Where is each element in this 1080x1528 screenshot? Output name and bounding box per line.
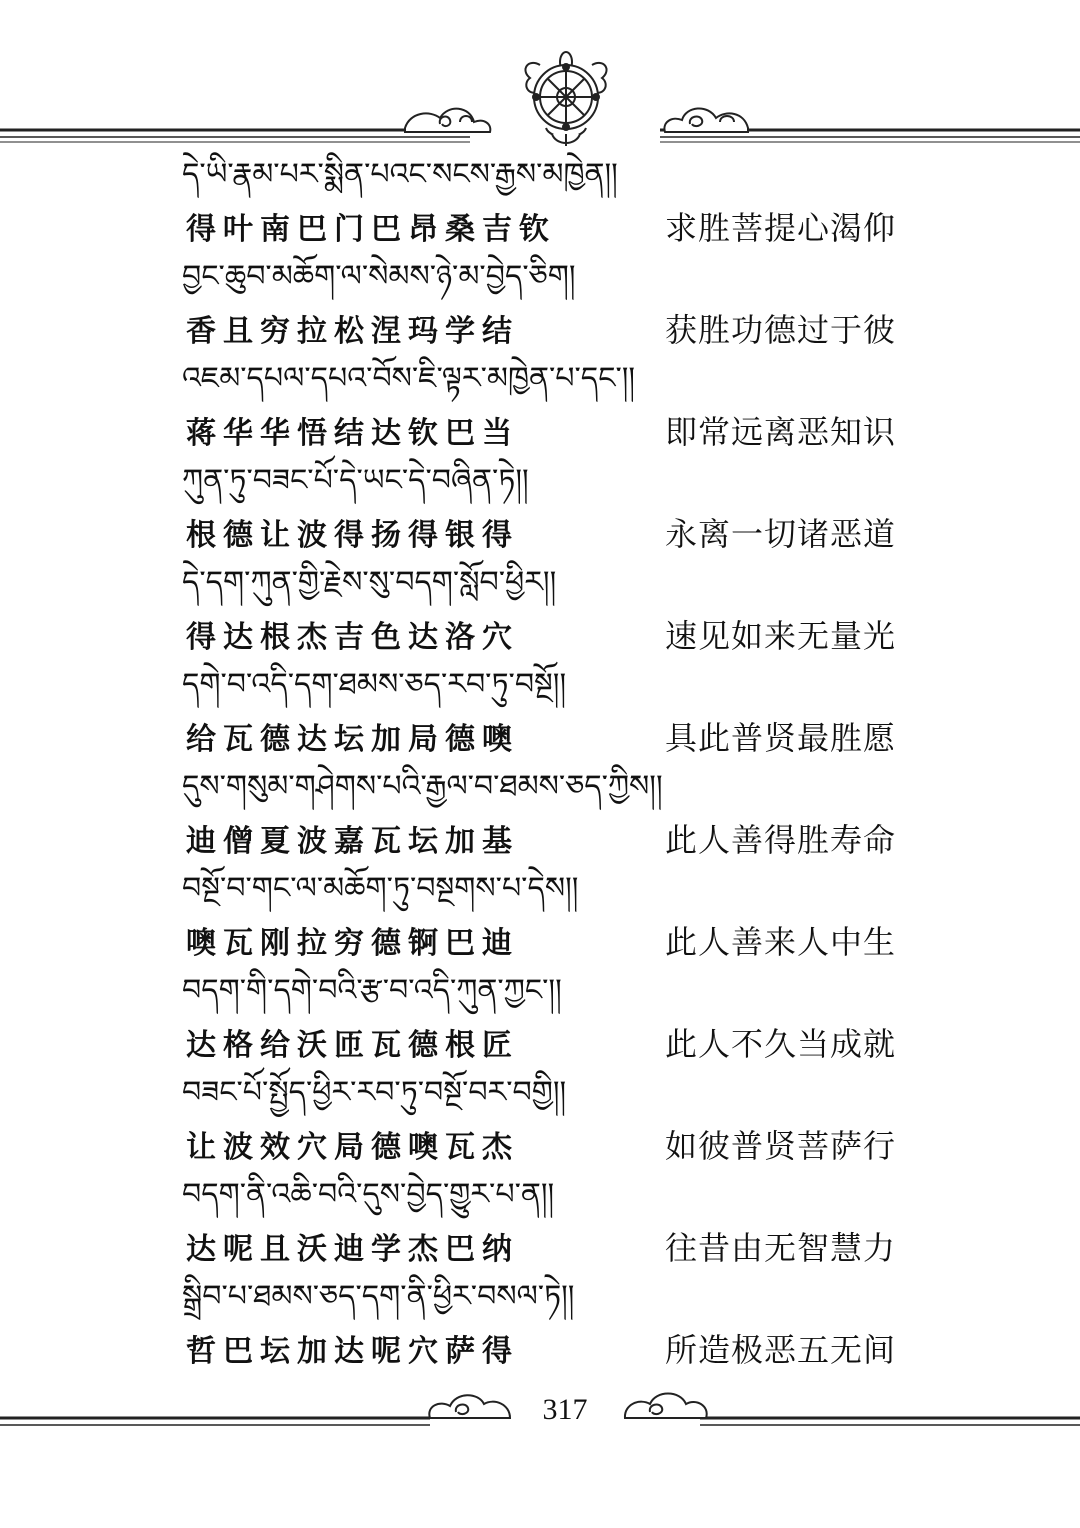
transliteration-text: 得叶南巴门巴昂桑吉钦 [186, 212, 556, 247]
tibetan-line: དགེ་བ་འདི་དག་ཐམས་ཅད་རབ་ཏུ་བསྔོ།། [182, 667, 567, 702]
transliteration-row [178, 1322, 918, 1374]
transliteration-text: 香且穷拉松涅玛学结 [186, 314, 519, 349]
cloud-scroll-icon [429, 1395, 510, 1418]
tibetan-line: སྒྲིབ་པ་ཐམས་ཅད་དག་ནི་ཕྱིར་བསལ་ཏེ།། [182, 1279, 575, 1314]
tibetan-line: བདག་གི་དགེ་བའི་རྩ་བ་འདི་ཀུན་ཀྱང་།། [182, 973, 562, 1008]
chinese-meaning-text: 此人不久当成就 [664, 1026, 896, 1062]
tibetan-line: ཀུན་ཏུ་བཟང་པོ་དེ་ཡང་དེ་བཞིན་ཏེ།། [182, 463, 529, 498]
tibetan-line: དུས་གསུམ་གཤེགས་པའི་རྒྱལ་བ་ཐམས་ཅད་ཀྱིས།། [182, 769, 663, 804]
chinese-meaning-text: 即常远离恶知识 [664, 414, 896, 450]
transliteration-text: 达格给沃匝瓦德根匠 [186, 1028, 519, 1063]
verse-block [178, 762, 918, 864]
transliteration-text: 噢瓦刚拉穷德锕巴迪 [186, 926, 519, 961]
page-number: 317 [515, 1390, 615, 1430]
cloud-scroll-icon [625, 1394, 707, 1419]
transliteration-row [178, 710, 918, 762]
transliteration-text: 哲巴坛加达呢穴萨得 [186, 1334, 519, 1369]
verse-block [178, 456, 918, 558]
dharma-wheel-icon [525, 52, 606, 146]
verse-block [178, 558, 918, 660]
transliteration-row [178, 200, 918, 252]
chinese-meaning-text: 速见如来无量光 [664, 618, 896, 654]
transliteration-row [178, 506, 918, 558]
cloud-scroll-icon [664, 108, 748, 132]
transliteration-row [178, 1118, 918, 1170]
transliteration-row [178, 914, 918, 966]
transliteration-text: 蒋华华悟结达钦巴当 [186, 416, 519, 451]
verse-list [178, 150, 918, 1374]
tibetan-line: བདག་ནི་འཆི་བའི་དུས་བྱེད་གྱུར་པ་ན།། [182, 1177, 555, 1212]
transliteration-row [178, 404, 918, 456]
chinese-meaning-text: 所造极恶五无间 [664, 1332, 896, 1368]
tibetan-line: བསྔོ་བ་གང་ལ་མཆོག་ཏུ་བསྔགས་པ་དེས།། [182, 871, 579, 906]
tibetan-line: འཇམ་དཔལ་དཔའ་བོས་ཇི་ལྟར་མཁྱེན་པ་དང་།། [182, 361, 636, 396]
verse-block [178, 252, 918, 354]
chinese-meaning-text: 具此普贤最胜愿 [664, 720, 896, 756]
cloud-scroll-icon [405, 109, 490, 132]
transliteration-text: 达呢且沃迪学杰巴纳 [186, 1232, 519, 1267]
transliteration-text: 让波效穴局德噢瓦杰 [186, 1130, 519, 1165]
transliteration-text: 迪僧夏波嘉瓦坛加基 [186, 824, 519, 859]
transliteration-row [178, 608, 918, 660]
chinese-meaning-text: 获胜功德过于彼 [664, 312, 896, 348]
verse-block [178, 1272, 918, 1374]
chinese-meaning-text: 永离一切诸恶道 [664, 516, 896, 552]
chinese-meaning-text: 此人善得胜寿命 [664, 822, 896, 858]
verse-block [178, 150, 918, 252]
tibetan-line: བྱང་ཆུབ་མཆོག་ལ་སེམས་ཉེ་མ་བྱེད་ཅིག། [182, 259, 576, 294]
transliteration-row [178, 1220, 918, 1272]
tibetan-line: དེ་ཡི་རྣམ་པར་སྨིན་པའང་སངས་རྒྱས་མཁྱེན།། [182, 157, 618, 192]
chinese-meaning-text: 此人善来人中生 [664, 924, 896, 960]
verse-block [178, 864, 918, 966]
tibetan-line: བཟང་པོ་སྤྱོད་ཕྱིར་རབ་ཏུ་བསྔོ་བར་བགྱི།། [182, 1075, 567, 1110]
transliteration-text: 得达根杰吉色达洛穴 [186, 620, 519, 655]
top-rule [0, 130, 1080, 142]
verse-block [178, 1170, 918, 1272]
tibetan-line: དེ་དག་ཀུན་གྱི་རྗེས་སུ་བདག་སློབ་ཕྱིར།། [182, 565, 557, 600]
verse-block [178, 966, 918, 1068]
transliteration-row [178, 812, 918, 864]
chinese-meaning-text: 往昔由无智慧力 [664, 1230, 896, 1266]
transliteration-row [178, 1016, 918, 1068]
verse-block [178, 660, 918, 762]
transliteration-row [178, 302, 918, 354]
chinese-meaning-text: 如彼普贤菩萨行 [664, 1128, 896, 1164]
transliteration-text: 根德让波得扬得银得 [186, 518, 519, 553]
verse-block [178, 354, 918, 456]
verse-block [178, 1068, 918, 1170]
transliteration-text: 给瓦德达坛加局德噢 [186, 722, 519, 757]
chinese-meaning-text: 求胜菩提心渴仰 [664, 210, 896, 246]
